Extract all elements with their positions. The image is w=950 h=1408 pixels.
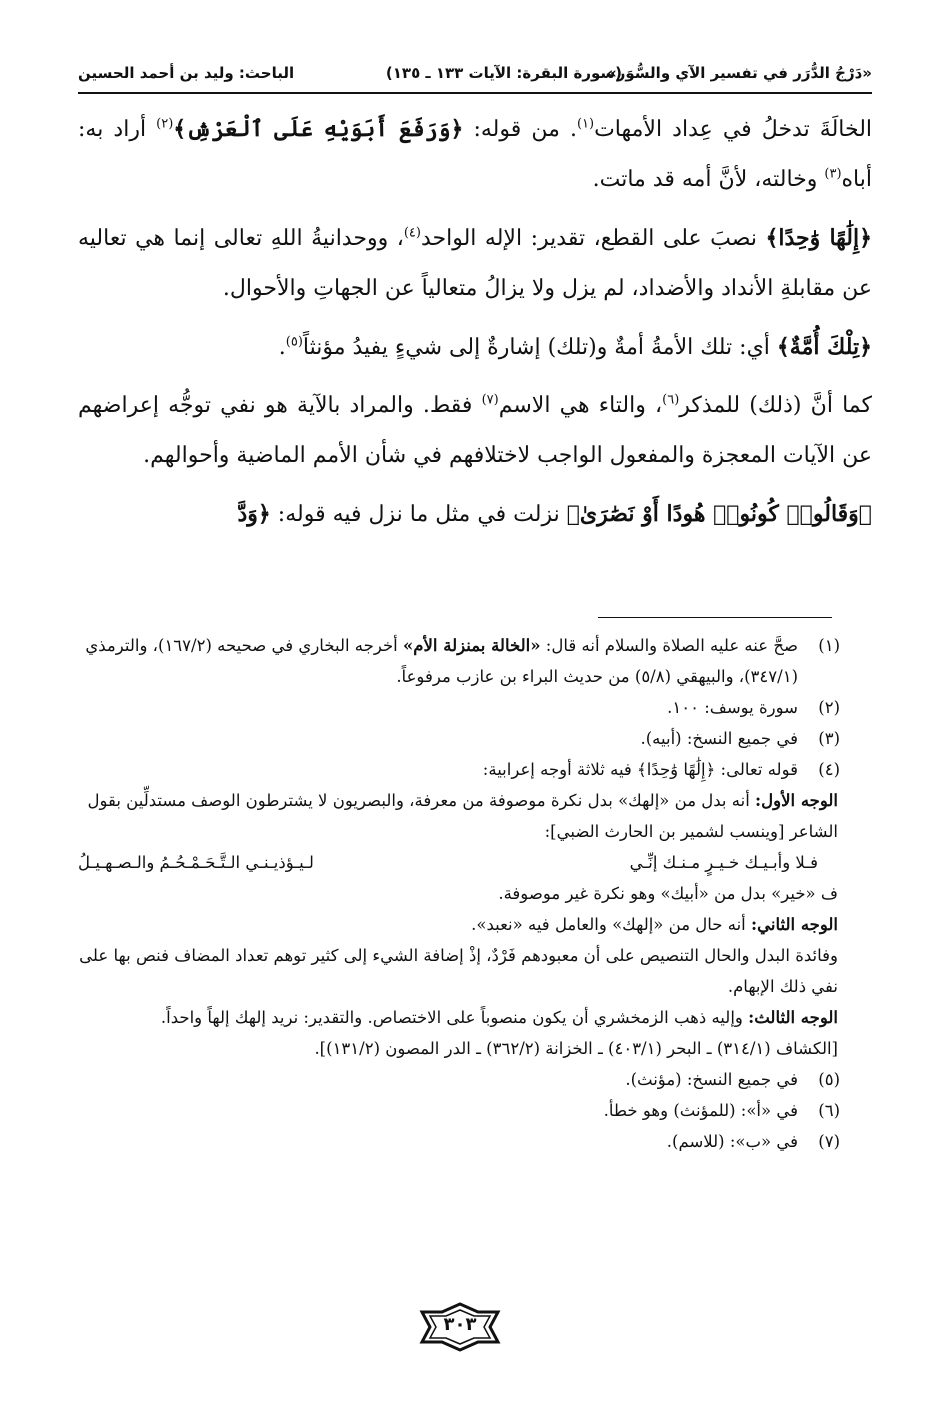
main-text xyxy=(78,104,872,548)
footnote-ref-5[interactable]: (٥) xyxy=(285,334,303,350)
footnote-4-first-aspect: الوجه الأول: أنه بدل من «إلهك» بدل نكرة موصوفة من معرفة، والبصريون لا يشترطون الوصف مستدلِّين بقول الشاعر [وينسب لشمير بن الحارث الضبي]: xyxy=(87,791,838,841)
book-title: «دَرْجُ الدُّرَر في تفسير الآي والسُّوَر» xyxy=(607,64,872,82)
paragraph-3: ﴿تِلْكَ أُمَّةٌ﴾ أي: تلك الأمةُ أمةٌ و(تلك) إشارةٌ إلى شيءٍ يفيدُ مؤنثاً$^{(٥)}$. xyxy=(278,334,872,360)
quran-quote: ﴿وَرَفَعَ أَبَوَيْهِ عَلَى ٱلْعَرْشِ﴾ xyxy=(173,116,464,142)
footnote-4-second-aspect: الوجه الثاني: أنه حال من «إلهك» والعامل فيه «نعبد». xyxy=(471,915,838,934)
paragraph-4: كما أنَّ (ذلك) للمذكر$^{(٦)}$، والتاء هي الاسم$^{(٧)}$ فقط. والمراد بالآية هو نفي توجُّه إعراضهم عن الآيات المعجزة والمفعول الواجب لاختلافهم في شأن الأمم الماضية وأحوالهم. xyxy=(78,392,872,468)
header-divider xyxy=(78,92,872,94)
footnote-4-sources: [الكشاف (٣١٤/١) ـ البحر (٤٠٣/١) ـ الخزانة (٣٦٢/٢) ـ الدر المصون (١٣١/٢)]. xyxy=(314,1039,838,1058)
hadith-quote: «الخالة بمنزلة الأم» xyxy=(402,636,541,655)
footnote-4-note: وفائدة البدل والحال التنصيص على أن معبودهم فَرْدٌ، إذْ إضافة الشيء إلى كثير توهم تعداد المضاف فنص بها على نفي ذلك الإبهام. xyxy=(79,946,838,996)
footnote-4-third-aspect: الوجه الثالث: وإليه ذهب الزمخشري أن يكون منصوباً على الاختصاص. والتقدير: نريد إلهك إلهاً واحداً. xyxy=(160,1008,838,1027)
footnote-ref-6[interactable]: (٦) xyxy=(662,392,680,408)
paragraph-5: ﴿وَقَالُوا۟ كُونُوا۟ هُودًا أَوْ نَصَٰرَىٰ﴾ نزلت في مثل ما نزل فيه قوله: ﴿وَدَّ xyxy=(237,501,872,527)
footnote-number: (٧) xyxy=(818,1132,840,1151)
footnote-ref-1[interactable]: (١) xyxy=(576,116,595,132)
paragraph-1: الخالَةَ تدخلُ في عِداد الأمهات$^{(١)}$. من قوله: ﴿وَرَفَعَ أَبَوَيْهِ عَلَى ٱلْعَرْشِ﴾$^{(٢)}$ أراد به: أباه$^{(٣)}$ وخالته، لأنَّ أمه قد ماتت. xyxy=(78,116,873,192)
quran-quote: ﴿وَدَّ xyxy=(237,501,271,527)
footnote-number: (٥) xyxy=(818,1070,840,1089)
footnote-number: (٢) xyxy=(818,698,840,717)
footnote-ref-4[interactable]: (٤) xyxy=(403,225,421,241)
running-header xyxy=(78,56,872,92)
footnote-number: (٦) xyxy=(818,1101,840,1120)
page-number: ٣٠٣ xyxy=(443,1314,477,1335)
footnote-ref-3[interactable]: (٣) xyxy=(824,166,842,182)
researcher-name: الباحث: وليد بن أحمد الحسين xyxy=(78,64,295,82)
footnote-number: (٣) xyxy=(818,729,840,748)
footnote-4-note: ف «خير» بدل من «أبيك» وهو نكرة غير موصوفة. xyxy=(498,884,838,903)
surah-range: (سورة البقرة: الآيات ١٣٣ ـ ١٣٥) xyxy=(385,64,622,82)
footnote-number: (٤) xyxy=(818,760,840,779)
quran-quote: ﴿وَقَالُوا۟ كُونُوا۟ هُودًا أَوْ نَصَٰرَىٰ﴾ xyxy=(566,501,872,527)
poem-first-hemistich: فـلا وأبـيـك خـيـرٍ مـنـك إنِّـي xyxy=(629,853,818,872)
quran-quote: ﴿إِلَٰهًا وَٰحِدًا﴾ xyxy=(765,225,873,251)
footnote-divider xyxy=(598,617,832,618)
footnote-7: (٧) في «ب»: (للاسم). xyxy=(78,1126,838,1157)
footnote-1: (١) صحَّ عنه عليه الصلاة والسلام أنه قال: «الخالة بمنزلة الأم» أخرجه البخاري في صحيحه (١٦٧/٢)، والترمذي (٣٤٧/١)، والبيهقي (٥/٨) من حديث البراء بن عازب مرفوعاً. xyxy=(78,630,838,692)
footnote-4: (٤) قوله تعالى: ﴿إِلَٰهًا وَٰحِدًا﴾ فيه ثلاثة أوجه إعرابية: xyxy=(78,754,838,785)
footnotes xyxy=(78,630,838,1157)
quran-quote: ﴿تِلْكَ أُمَّةٌ﴾ xyxy=(776,334,872,360)
footnote-ref-7[interactable]: (٧) xyxy=(481,392,499,408)
footnote-3: (٣) في جميع النسخ: (أبيه). xyxy=(78,723,838,754)
page-number-ornament xyxy=(418,1302,502,1352)
footnote-number: (١) xyxy=(818,636,840,655)
paragraph-2: ﴿إِلَٰهًا وَٰحِدًا﴾ نصبَ على القطع، تقدير: الإله الواحد$^{(٤)}$، ووحدانيةُ اللهِ تعالى إنما هي تعاليه عن مقابلةِ الأنداد والأضداد، لم يزل ولا يزالُ متعالياً عن الجهاتِ والأحوال. xyxy=(78,225,873,301)
footnote-ref-2[interactable]: (٢) xyxy=(156,116,174,132)
poem-verse xyxy=(78,847,838,878)
footnote-6: (٦) في «أ»: (للمؤنث) وهو خطأ. xyxy=(78,1095,838,1126)
poem-second-hemistich: لـيـؤذيـنـي الـتَّـحَـمْـحُـمُ والـصـهـيـلُ xyxy=(78,853,314,872)
footnote-5: (٥) في جميع النسخ: (مؤنث). xyxy=(78,1064,838,1095)
footnote-2: (٢) سورة يوسف: ١٠٠. xyxy=(78,692,838,723)
